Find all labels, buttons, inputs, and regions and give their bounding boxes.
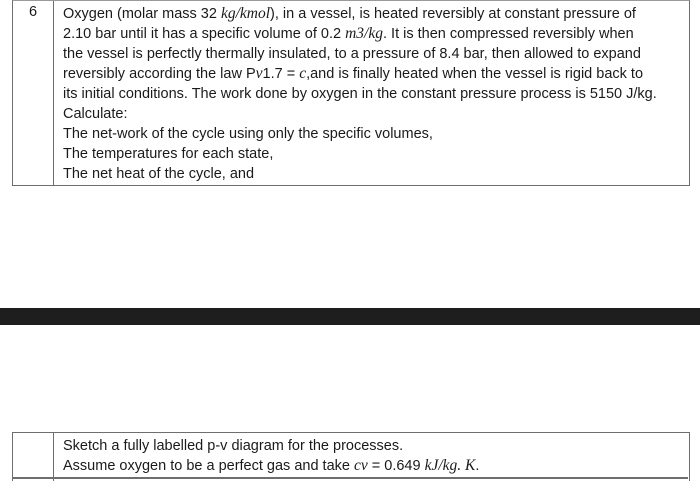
question-line-4 xyxy=(63,64,683,84)
text-segment: . It is then compressed reversibly when xyxy=(383,26,634,42)
calc-item-1: The net-work of the cycle using only the specific volumes, xyxy=(63,126,433,142)
calc-item-3: The net heat of the cycle, and xyxy=(63,166,255,182)
specific-volume-unit: m3/kg xyxy=(345,25,383,42)
constant-symbol: c xyxy=(299,65,307,82)
question-table xyxy=(12,0,690,186)
number-column xyxy=(13,1,54,185)
text-segment: . xyxy=(475,458,480,474)
text-segment: reversibly according the law P xyxy=(63,66,256,82)
cv-symbol: cv xyxy=(353,457,368,474)
text-segment: = 0.649 xyxy=(367,458,425,474)
continuation-text xyxy=(63,436,683,476)
question-line-2 xyxy=(63,24,683,44)
number-column-empty xyxy=(13,433,54,481)
text-segment: 2.10 bar until it has a specific volume of 0.2 xyxy=(63,26,346,42)
assumption-line xyxy=(63,456,683,476)
question-number: 6 xyxy=(28,4,38,20)
page-divider-band xyxy=(0,308,700,325)
bottom-table-rule xyxy=(12,477,688,479)
text-segment: 1.7 = xyxy=(262,66,300,82)
molar-mass-unit: kg/kmol xyxy=(220,5,271,22)
question-line-3: the vessel is perfectly thermally insulated, to a pressure of 8.4 bar, then allowed to expand xyxy=(63,46,641,62)
text-segment: ), in a vessel, is heated reversibly at constant pressure of xyxy=(270,6,636,22)
continuation-table xyxy=(12,432,690,481)
question-text xyxy=(63,4,683,184)
calculate-label: Calculate: xyxy=(63,106,128,122)
cv-unit: kJ/kg. K xyxy=(424,457,476,474)
question-line-5: its initial conditions. The work done by oxygen in the constant pressure process is 5150 J/kg. xyxy=(63,86,657,102)
text-segment: Assume oxygen to be a perfect gas and take xyxy=(63,458,354,474)
question-line-1 xyxy=(63,4,683,24)
text-segment: ,and is finally heated when the vessel is rigid back to xyxy=(306,66,644,82)
sketch-instruction: Sketch a fully labelled p-v diagram for the processes. xyxy=(63,438,404,454)
text-segment: Oxygen (molar mass 32 xyxy=(63,6,221,22)
volume-symbol: v xyxy=(255,65,263,82)
calc-item-2: The temperatures for each state, xyxy=(63,146,274,162)
